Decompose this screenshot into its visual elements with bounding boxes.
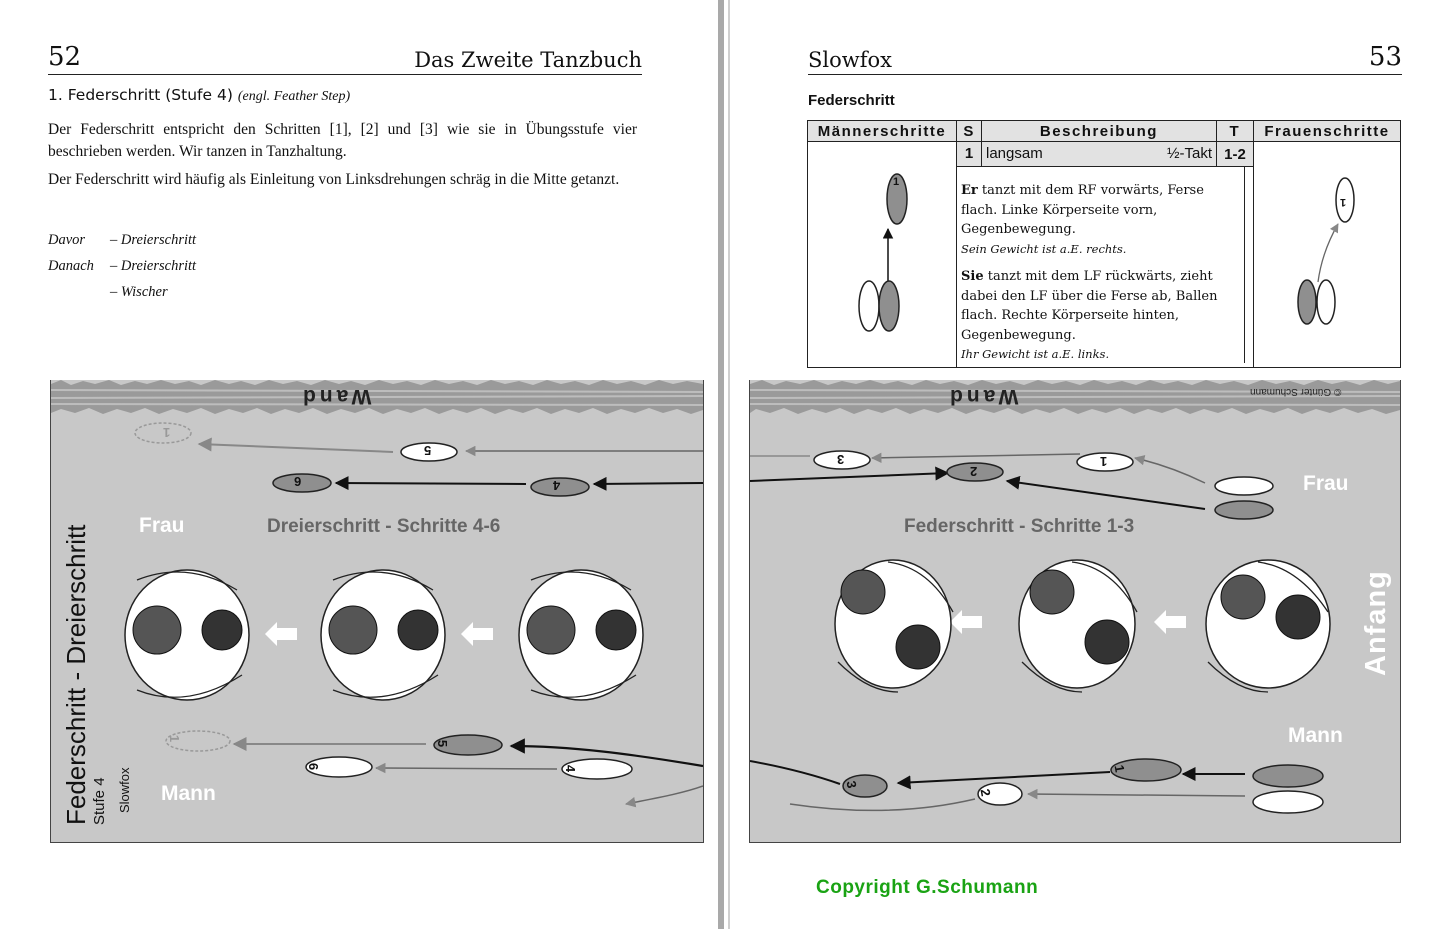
section-subtitle: (engl. Feather Step) (237, 89, 351, 104)
signature: © Günter Schumann (1250, 386, 1342, 397)
step-number: 1 (167, 734, 183, 743)
she-weight: Ihr Gewicht ist a.E. links. (961, 347, 1110, 361)
step-number: 1 (1340, 196, 1347, 208)
after-value: – Wischer (110, 284, 168, 300)
side-dance: Slowfox (117, 767, 132, 813)
dancing-couple-icon (313, 560, 453, 710)
figure-title: Federschritt (808, 92, 895, 109)
paragraph: Der Federschritt entspricht den Schritten [1], [2] und [3] wie sie in Übungsstufe vier beschrieben werden. Wir tanzen in Tanzhaltung. (48, 121, 637, 160)
she-text: tanzt mit dem LF rückwärts, zieht dabei den LF über die Ferse ab, Ballen flach. Rechte Körperseite hinten, Gegenbewegung. (961, 269, 1218, 343)
running-title: Slowfox (808, 48, 892, 72)
step-number: 5 (424, 443, 432, 458)
running-header-right (808, 42, 1402, 75)
header-t: T (1216, 121, 1253, 142)
woman-label: Frau (139, 514, 185, 537)
header-men-steps: Männerschritte (808, 121, 957, 142)
dance-floor-diagram (749, 380, 1401, 843)
description-cell (957, 142, 1254, 368)
step-number: 1 (893, 176, 900, 188)
he-text: tanzt mit dem RF vorwärts, Ferse flach. Linke Körperseite vorn, Gegenbewegung. (961, 183, 1204, 237)
before-value: – Dreierschritt (110, 232, 197, 248)
section-title (48, 86, 350, 105)
step-number: 6 (294, 474, 302, 489)
wall-texture (51, 380, 703, 414)
she-label: Sie (961, 269, 984, 284)
step-number: 2 (970, 464, 978, 479)
page-number: 53 (1368, 42, 1402, 72)
dancing-couple-icon (511, 560, 651, 710)
before-after-list (48, 227, 196, 305)
step-number: 5 (435, 739, 451, 748)
foot-gray-icon (1213, 498, 1275, 522)
dance-floor-diagram (50, 380, 704, 843)
paragraph: Der Federschritt wird häufig als Einleitung von Linksdrehungen schräg in die Mitte getanzt. (48, 171, 620, 188)
foot-white-icon (1250, 788, 1326, 816)
wall-label: Wand (299, 385, 372, 408)
step-number: 1 (1111, 763, 1128, 774)
man-footprints-icon (808, 142, 956, 362)
dancing-couple-icon (828, 552, 958, 697)
foot-white-icon (1213, 474, 1275, 498)
step-number: 3 (843, 779, 860, 790)
wall-label: Wand (946, 385, 1019, 408)
header-women-steps: Frauenschritte (1254, 121, 1401, 142)
woman-label: Frau (1303, 472, 1349, 495)
foot-gray-icon (1250, 762, 1326, 790)
step-number: 2 (977, 787, 994, 798)
diagram-caption: Dreierschritt - Schritte 4-6 (267, 516, 501, 537)
book-gutter (716, 0, 736, 929)
foot-gray-icon (271, 471, 333, 495)
after-label: Danach (48, 258, 94, 274)
section-title-text: 1. Federschritt (Stufe 4) (48, 86, 233, 104)
rhythm: langsam (986, 145, 1043, 162)
side-title: Federschritt - Dreierschritt (61, 524, 91, 825)
men-steps-cell (808, 142, 957, 368)
diagram-caption: Federschritt - Schritte 1-3 (904, 516, 1135, 537)
page-number: 52 (48, 42, 82, 72)
bar-count: ½-Takt (1166, 145, 1212, 162)
header-description: Beschreibung (982, 121, 1217, 142)
step-number: 4 (553, 478, 561, 493)
man-label: Mann (1288, 724, 1343, 747)
woman-footprints-icon (1254, 142, 1400, 362)
beats: 1-2 (1224, 145, 1246, 163)
dancing-couple-icon (117, 560, 257, 710)
step-number: 4 (563, 764, 579, 773)
he-label: Er (961, 183, 978, 198)
step-number: 1 (1100, 454, 1108, 469)
page-right (736, 0, 1453, 929)
running-title: Das Zweite Tanzbuch (414, 48, 642, 72)
running-header-left (48, 42, 642, 75)
before-label: Davor (48, 232, 86, 248)
step-number: 1 (957, 142, 982, 166)
copyright-notice: Copyright G.Schumann (816, 877, 1039, 898)
step-number: 6 (306, 762, 322, 771)
step-number: 3 (837, 452, 845, 467)
page-left (0, 0, 716, 929)
man-label: Mann (161, 782, 216, 805)
he-weight: Sein Gewicht ist a.E. rechts. (961, 241, 1127, 256)
dancing-couple-icon (1012, 552, 1142, 697)
dancing-couple-icon (1198, 552, 1338, 697)
side-level: Stufe 4 (91, 777, 108, 825)
women-steps-cell (1254, 142, 1401, 368)
description-text (957, 167, 1245, 363)
start-label: Anfang (1360, 570, 1392, 676)
after-value: – Dreierschritt (110, 258, 197, 274)
step-number: 1 (163, 425, 171, 440)
header-s: S (957, 121, 982, 142)
step-table (807, 120, 1401, 368)
